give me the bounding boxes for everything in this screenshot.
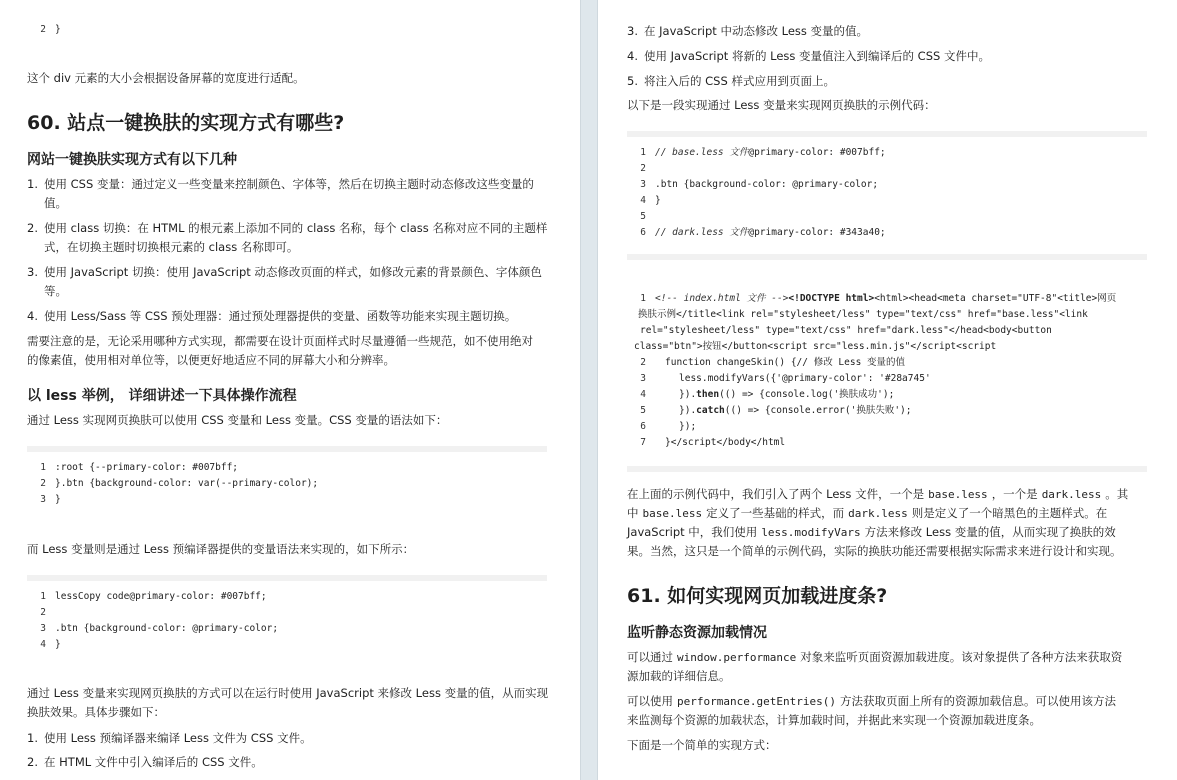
code-line: 2 function changeSkin() {// 修改 Less 变量的值 <box>640 357 906 368</box>
code-line: 1 :root {--primary-color: #007bff; <box>40 462 239 473</box>
code-line: 3 less.modifyVars({'@primary-color': '#28a745' <box>640 373 931 384</box>
list-item: 2. 使用 class 切换：在 HTML 的根元素上添加不同的 class 名称，每个 class 名称对应不同的主题样 <box>27 221 548 235</box>
page-gutter <box>580 0 598 780</box>
code-block-edge <box>27 446 547 452</box>
list-item: 3. 在 JavaScript 中动态修改 Less 变量的值。 <box>627 24 869 38</box>
note-line: 的像素值，使用相对单位等，以便更好地适应不同的屏幕大小和分辨率。 <box>27 353 395 367</box>
list-item-cont: 等。 <box>44 284 67 298</box>
code-line: 2 <box>40 607 46 618</box>
section-heading-60: 60. 站点一键换肤的实现方式有哪些? <box>27 112 345 134</box>
paragraph: 这个 div 元素的大小会根据设备屏幕的宽度进行适配。 <box>27 71 305 85</box>
code-block-1 <box>30 460 318 508</box>
list-item: 4. 使用 Less/Sass 等 CSS 预处理器：通过预处理器提供的变量、函数等功能来实现主题切换。 <box>27 309 517 323</box>
code-line-cont: class="btn">按钮</button<script src="less.min.js"</script<script <box>634 341 997 352</box>
paragraph-line: JavaScript 中，我们使用 less.modifyVars 方法来修改 Less 变量的值，从而实现了换肤的效 <box>627 525 1116 539</box>
subheading-ways: 网站一键换肤实现方式有以下几种 <box>27 152 237 168</box>
paragraph-line: 果。当然，这只是一个简单的示例代码，实际的换肤功能还需要根据实际需求来进行设计和实现。 <box>627 544 1122 558</box>
code-line: 6 }); <box>640 421 697 432</box>
code-block-4 <box>630 291 1116 451</box>
paragraph-line: 通过 Less 变量来实现网页换肤的方式可以在运行时使用 JavaScript 来修改 Less 变量的值，从而实现 <box>27 686 549 700</box>
code-line: 7 }</script</body</html <box>640 437 786 448</box>
paragraph-line: 在上面的示例代码中，我们引入了两个 Less 文件，一个是 base.less ，一个是 dark.less 。其 <box>627 487 1129 501</box>
list-item-cont: 式，在切换主题时切换根元素的 class 名称即可。 <box>44 240 299 254</box>
list-item: 3. 使用 JavaScript 切换：使用 JavaScript 动态修改页面的样式，如修改元素的背景颜色、字体颜色 <box>27 265 542 279</box>
note-line: 需要注意的是，无论采用哪种方式实现，都需要在设计页面样式时尽量遵循一些规范，如不使用绝对 <box>27 334 533 348</box>
code-line: 2 } <box>40 24 61 35</box>
code-line-cont: rel="stylesheet/less" type="text/css" href="dark.less"</head<body<button <box>640 325 1052 336</box>
paragraph-line: 中 base.less 定义了一些基础的样式，而 dark.less 则是定义了一个暗黑色的主题样式。在 <box>627 506 1108 520</box>
code-line: 5 <box>640 211 646 222</box>
code-line-cont: 换肤示例</title<link rel="stylesheet/less" type="text/css" href="base.less"<link <box>638 309 1088 320</box>
code-block-edge <box>627 466 1147 472</box>
code-block-edge <box>627 254 1147 260</box>
code-block-edge <box>27 575 547 581</box>
paragraph-line: 可以通过 window.performance 对象来监听页面资源加载进度。该对象提供了各种方法来获取资 <box>627 650 1123 664</box>
code-block-edge <box>627 131 1147 137</box>
code-line: 1 // base.less 文件@primary-color: #007bff; <box>640 147 886 158</box>
code-line: 3 } <box>40 494 61 505</box>
left-page <box>0 0 580 780</box>
paragraph-line: 来监测每个资源的加载状态，计算加载时间，并据此来实现一个资源加载进度条。 <box>627 713 1041 727</box>
list-item-cont: 值。 <box>44 196 67 210</box>
paragraph-line: 源加载的详细信息。 <box>627 669 731 683</box>
code-block-2 <box>30 589 278 653</box>
paragraph: 通过 Less 实现网页换肤可以使用 CSS 变量和 Less 变量。CSS 变量的语法如下： <box>27 413 448 427</box>
paragraph-line: 可以使用 performance.getEntries() 方法获取页面上所有的资源加载信息。可以使用该方法 <box>627 694 1116 708</box>
list-item: 5. 将注入后的 CSS 样式应用到页面上。 <box>627 74 835 88</box>
list-item: 1. 使用 Less 预编译器来编译 Less 文件为 CSS 文件。 <box>27 731 312 745</box>
code-line: 6 // dark.less 文件@primary-color: #343a40; <box>640 227 886 238</box>
paragraph: 以下是一段实现通过 Less 变量来实现网页换肤的示例代码： <box>627 98 936 112</box>
code-line: 2 }.btn {background-color: var(--primary-color); <box>40 478 319 489</box>
list-item: 1. 使用 CSS 变量：通过定义一些变量来控制颜色、字体等，然后在切换主题时动态修改这些变量的 <box>27 177 534 191</box>
section-heading-61: 61. 如何实现网页加载进度条? <box>627 585 888 607</box>
code-line: 4 } <box>640 195 661 206</box>
subheading-listen: 监听静态资源加载情况 <box>627 625 767 641</box>
code-line: 5 }).catch(() => {console.error('换肤失败'); <box>640 405 912 416</box>
right-page <box>598 0 1177 780</box>
code-line: 1 lessCopy code@primary-color: #007bff; <box>40 591 267 602</box>
code-line: 4 } <box>40 639 61 650</box>
code-line: 4 }).then(() => {console.log('换肤成功'); <box>640 389 895 400</box>
subheading-less: 以 less 举例， 详细讲述一下具体操作流程 <box>27 388 297 404</box>
list-item: 2. 在 HTML 文件中引入编译后的 CSS 文件。 <box>27 755 263 769</box>
code-line: 1 <!-- index.html 文件 --><!DOCTYPE html><html><head<meta charset="UTF-8"<title>网页 <box>640 293 1117 304</box>
paragraph: 而 Less 变量则是通过 Less 预编译器提供的变量语法来实现的，如下所示： <box>27 542 415 556</box>
code-line: 2 <box>640 163 646 174</box>
list-item: 4. 使用 JavaScript 将新的 Less 变量值注入到编译后的 CSS 文件中。 <box>627 49 990 63</box>
paragraph-line: 换肤效果。具体步骤如下： <box>27 705 165 719</box>
code-line: 3 .btn {background-color: @primary-color; <box>640 179 879 190</box>
code-block-3 <box>630 145 886 241</box>
code-line: 3 .btn {background-color: @primary-color; <box>40 623 279 634</box>
paragraph: 下面是一个简单的实现方式： <box>627 738 777 752</box>
